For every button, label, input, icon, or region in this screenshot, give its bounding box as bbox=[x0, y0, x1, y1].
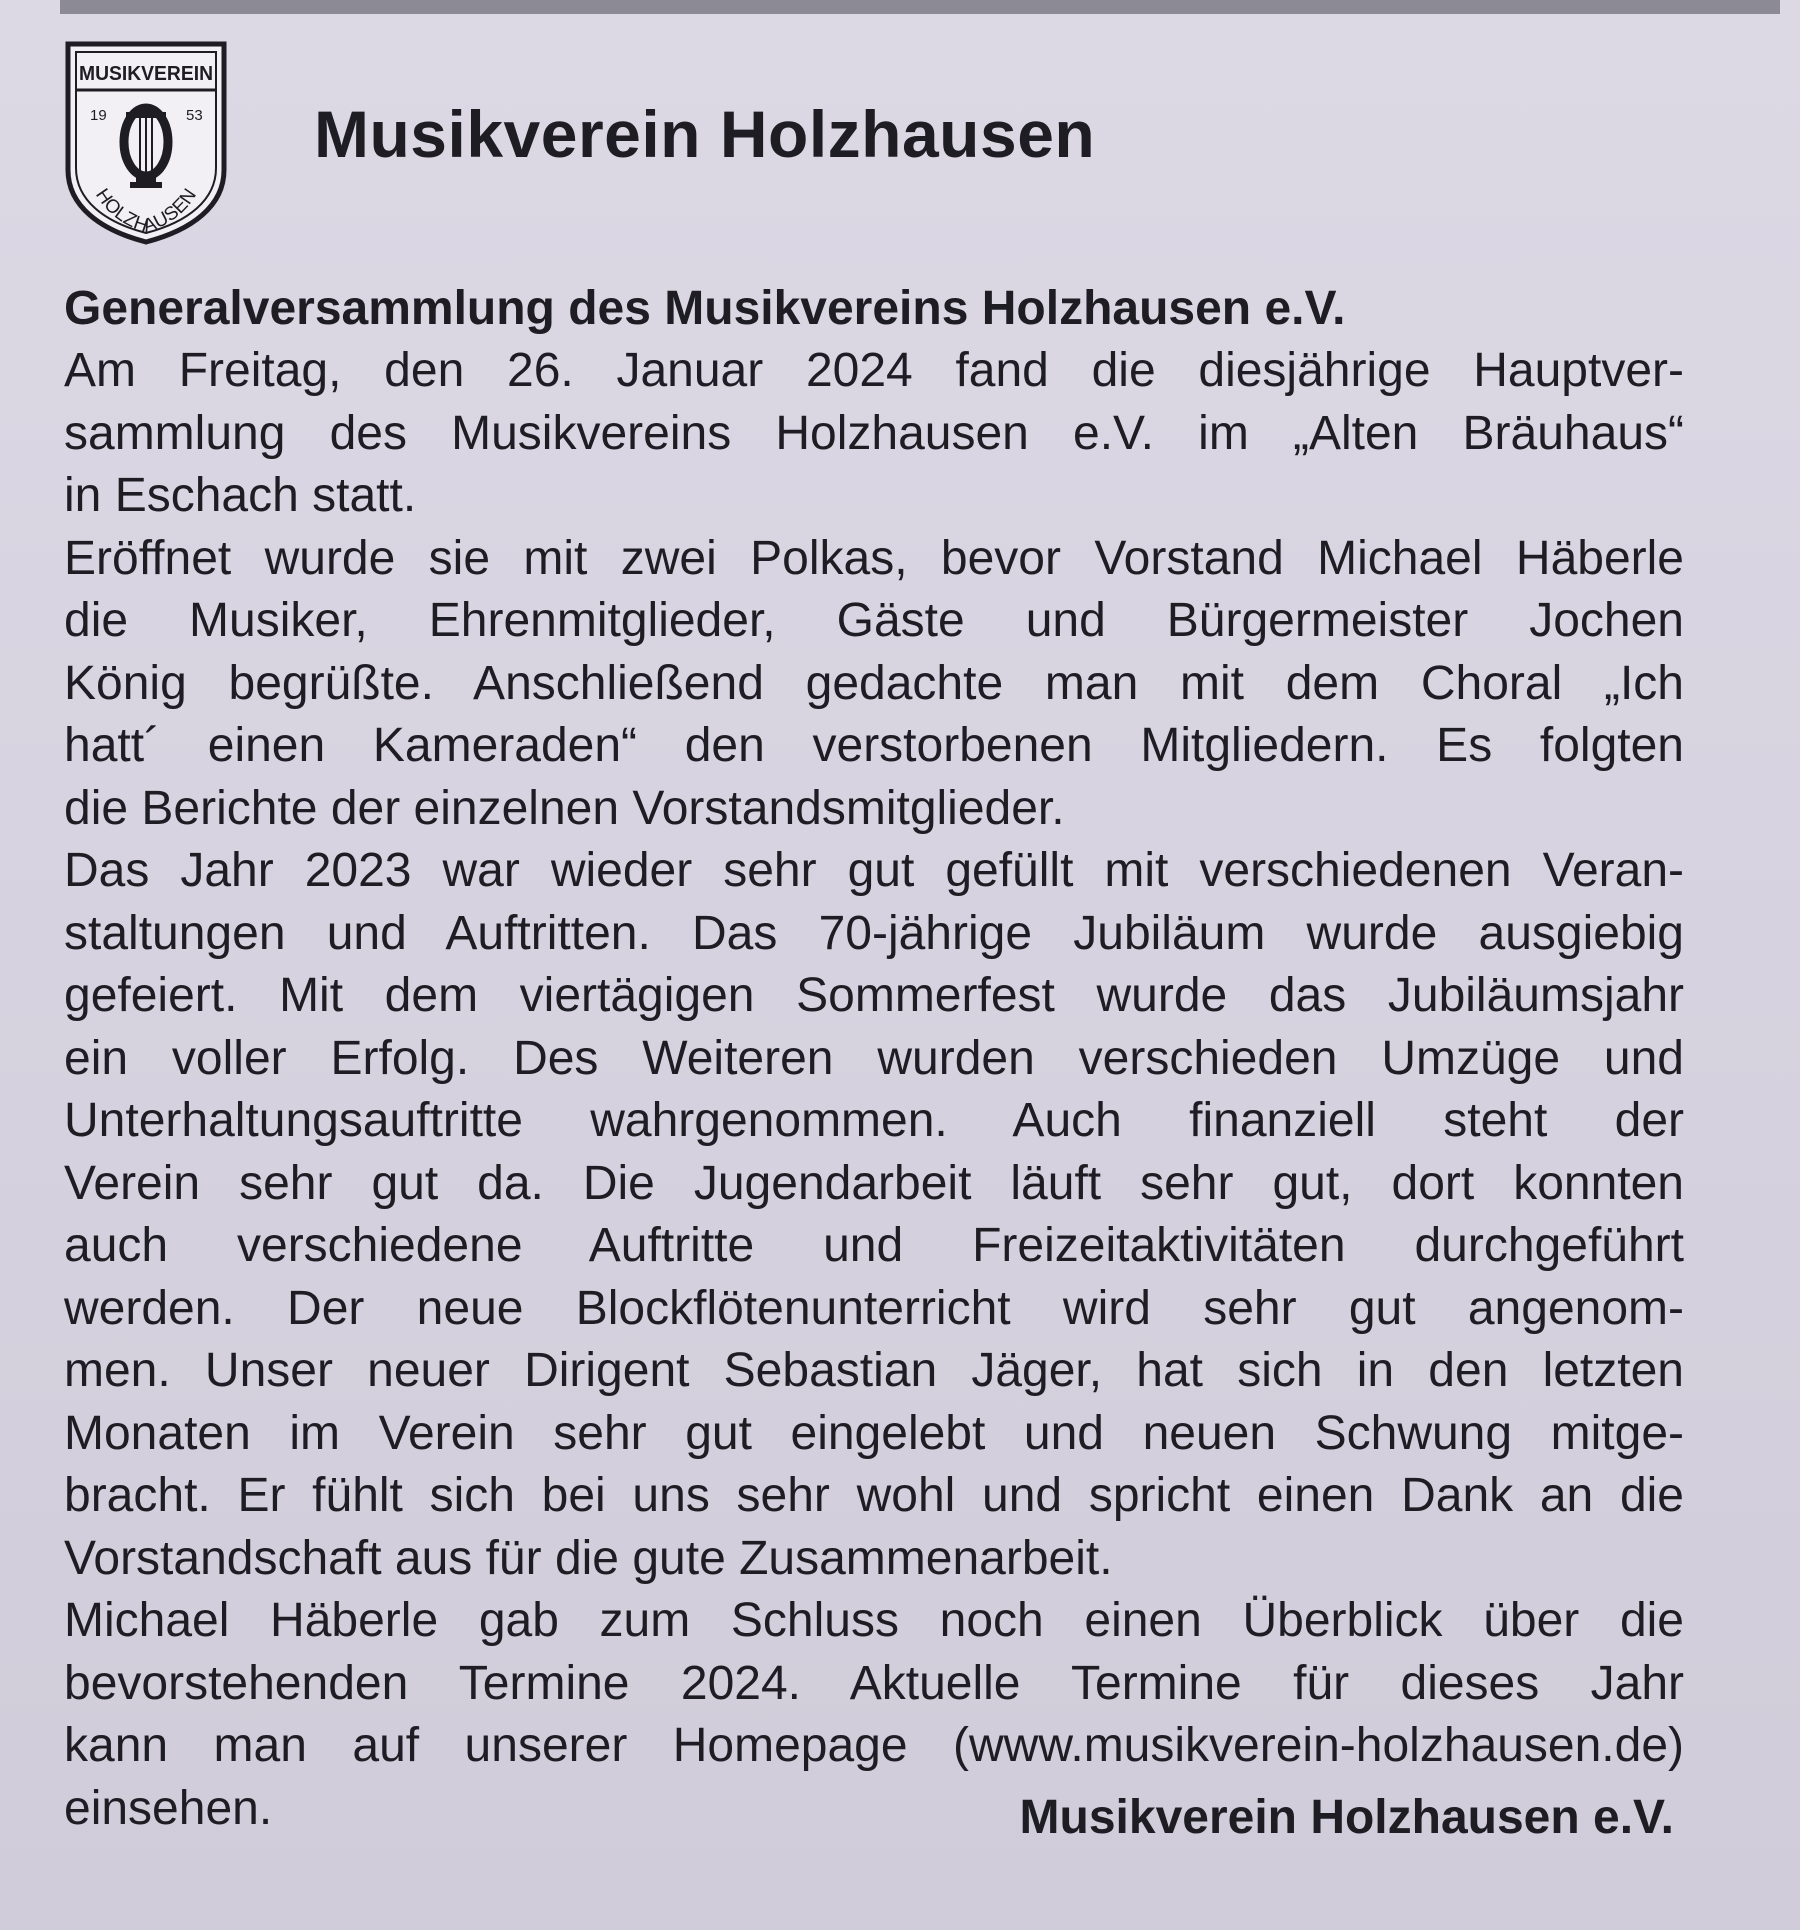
text-line: kann man auf unserer Homepage (www.musikverein-holzhausen.de) bbox=[64, 1719, 1684, 1772]
text-line: in Eschach statt. bbox=[64, 469, 417, 522]
paragraph-2 bbox=[64, 528, 1684, 841]
text-line: König begrüßte. Anschließend gedachte man mit dem Choral „Ich bbox=[64, 656, 1684, 710]
text-line: ein voller Erfolg. Des Weiteren wurden verschieden Umzüge und bbox=[64, 1031, 1684, 1085]
text-line: Vorstandschaft aus für die gute Zusammenarbeit. bbox=[64, 1531, 1113, 1585]
text-line: Das Jahr 2023 war wieder sehr gut gefüllt mit verschiedenen Veran- bbox=[64, 844, 1684, 897]
logo-place-text: HOLZHAUSEN bbox=[91, 185, 201, 238]
logo-year-left: 19 bbox=[90, 107, 107, 124]
text-line: men. Unser neuer Dirigent Sebastian Jäger, hat sich in den letzten bbox=[64, 1344, 1684, 1397]
text-line: gefeiert. Mit dem viertägigen Sommerfest wurde das Jubiläumsjahr bbox=[64, 969, 1684, 1022]
text-line: auch verschiedene Auftritte und Freizeitaktivitäten durchgeführt bbox=[64, 1219, 1684, 1272]
text-line: bevorstehenden Termine 2024. Aktuelle Termine für dieses Jahr bbox=[64, 1656, 1684, 1710]
text-line: Eröffnet wurde sie mit zwei Polkas, bevor Vorstand Michael Häberle bbox=[64, 531, 1684, 585]
text-line: Monaten im Verein sehr gut eingelebt und neuen Schwung mitge- bbox=[64, 1406, 1684, 1460]
text-line: einsehen. bbox=[64, 1781, 273, 1835]
text-line: die Berichte der einzelnen Vorstandsmitglieder. bbox=[64, 781, 1065, 835]
page-header-title: Musikverein Holzhausen bbox=[314, 97, 1096, 171]
text-line: Michael Häberle gab zum Schluss noch einen Überblick über die bbox=[64, 1594, 1684, 1647]
text-line: sammlung des Musikvereins Holzhausen e.V. im „Alten Bräuhaus“ bbox=[64, 406, 1684, 460]
text-line: die Musiker, Ehrenmitglieder, Gäste und Bürgermeister Jochen bbox=[64, 594, 1684, 647]
logo-name-text: MUSIKVEREIN bbox=[79, 63, 213, 85]
article-title: Generalversammlung des Musikvereins Holzhausen e.V. bbox=[64, 282, 1346, 335]
text-line: Verein sehr gut da. Die Jugendarbeit läuft sehr gut, dort konnten bbox=[64, 1156, 1684, 1210]
article bbox=[64, 278, 1684, 1840]
paragraph-3 bbox=[64, 840, 1684, 1590]
text-line: bracht. Er fühlt sich bei uns sehr wohl und spricht einen Dank an die bbox=[64, 1469, 1684, 1522]
text-line: hatt´ einen Kameraden“ den verstorbenen Mitgliedern. Es folgten bbox=[64, 719, 1684, 772]
text-line: Unterhaltungsauftritte wahrgenommen. Auch finanziell steht der bbox=[64, 1094, 1684, 1147]
article-signature: Musikverein Holzhausen e.V. bbox=[1019, 1791, 1674, 1844]
text-line: Am Freitag, den 26. Januar 2024 fand die diesjährige Hauptver- bbox=[64, 344, 1684, 397]
logo-year-right: 53 bbox=[186, 107, 203, 124]
text-line: werden. Der neue Blockflötenunterricht wird sehr gut angenom- bbox=[64, 1281, 1684, 1335]
text-line: staltungen und Auftritten. Das 70-jährige Jubiläum wurde ausgiebig bbox=[64, 906, 1684, 960]
top-edge-strip bbox=[60, 0, 1780, 14]
musikverein-crest-logo bbox=[62, 38, 230, 246]
paragraph-1 bbox=[64, 340, 1684, 528]
